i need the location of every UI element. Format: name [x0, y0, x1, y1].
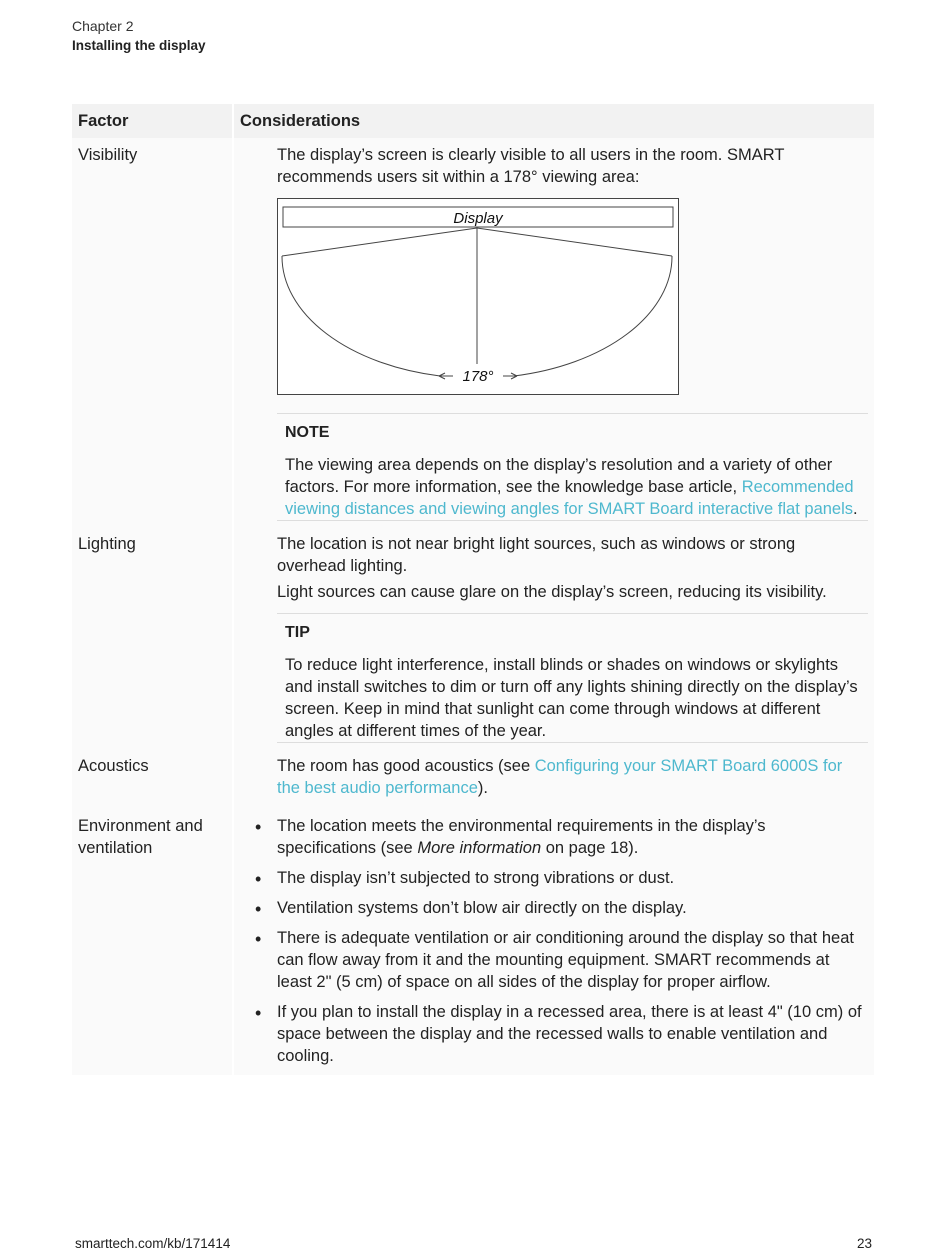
table-row-environment	[72, 809, 874, 1075]
chapter-title: Installing the display	[72, 38, 206, 53]
display-label: Display	[453, 210, 503, 227]
more-info-ref: More information	[417, 839, 542, 857]
factor-lighting: Lighting	[72, 527, 232, 749]
table-row-lighting	[72, 527, 874, 749]
column-header-factor: Factor	[72, 104, 232, 138]
angle-label: 178°	[462, 368, 494, 385]
chapter-label: Chapter 2	[72, 18, 134, 34]
acoustics-text: The room has good acoustics (see Configuring your SMART Board 6000S for the best audio performance).	[277, 757, 843, 797]
tip-text: To reduce light interference, install blinds or shades on windows or skylights and install switches to dim or turn off any lights shining directly on the display’s screen. Keep in mind that sunlight can come through windows at different angles at different times of the year.	[285, 656, 858, 740]
page-header	[72, 17, 206, 55]
column-header-considerations: Considerations	[234, 104, 874, 138]
list-item: • If you plan to install the display in a recessed area, there is at least 4" (10 cm) of space between the display and the recessed walls to enable ventilation and cooling.	[277, 1001, 868, 1067]
table-header-row	[72, 104, 874, 138]
note-callout	[277, 413, 868, 521]
factors-table	[70, 104, 876, 1075]
visibility-text: The display’s screen is clearly visible to all users in the room. SMART recommends users sit within a 178° viewing area:	[277, 146, 785, 186]
table-row-visibility	[72, 138, 874, 527]
list-item: • Ventilation systems don’t blow air directly on the display.	[277, 897, 868, 919]
audio-config-link[interactable]: Configuring your SMART Board 6000S for the best audio performance	[277, 757, 843, 797]
footer-url: smarttech.com/kb/171414	[75, 1236, 231, 1251]
factor-acoustics: Acoustics	[72, 749, 232, 809]
viewing-angle-diagram	[277, 198, 679, 395]
list-item: • The location meets the environmental requirements in the display’s specifications (see More information on page 18).	[277, 815, 868, 859]
note-text: The viewing area depends on the display’s resolution and a variety of other factors. For more information, see the knowledge base article, Recommended viewing distances and viewing angles for SMART Board interactive flat panels.	[285, 456, 858, 518]
lighting-text-1: The location is not near bright light sources, such as windows or strong overhead lighting.	[277, 535, 796, 575]
environment-list	[277, 815, 868, 1067]
considerations-lighting	[234, 527, 874, 749]
considerations-acoustics	[234, 749, 874, 809]
table-row-acoustics	[72, 749, 874, 809]
list-item: • There is adequate ventilation or air conditioning around the display so that heat can flow away from it and the mounting equipment. SMART recommends at least 2" (5 cm) of space on all sides of the display for proper airflow.	[277, 927, 868, 993]
kb-article-link[interactable]: Recommended viewing distances and viewing angles for SMART Board interactive flat panels	[285, 478, 854, 518]
tip-title: TIP	[285, 624, 310, 641]
considerations-visibility	[234, 138, 874, 527]
considerations-environment	[234, 809, 874, 1075]
lighting-text-2: Light sources can cause glare on the display’s screen, reducing its visibility.	[277, 583, 827, 601]
factor-visibility: Visibility	[72, 138, 232, 527]
factor-environment: Environment and ventilation	[72, 809, 232, 1075]
tip-callout	[277, 613, 868, 743]
note-title: NOTE	[285, 424, 330, 441]
list-item: • The display isn’t subjected to strong vibrations or dust.	[277, 867, 868, 889]
page-number: 23	[856, 1236, 872, 1251]
